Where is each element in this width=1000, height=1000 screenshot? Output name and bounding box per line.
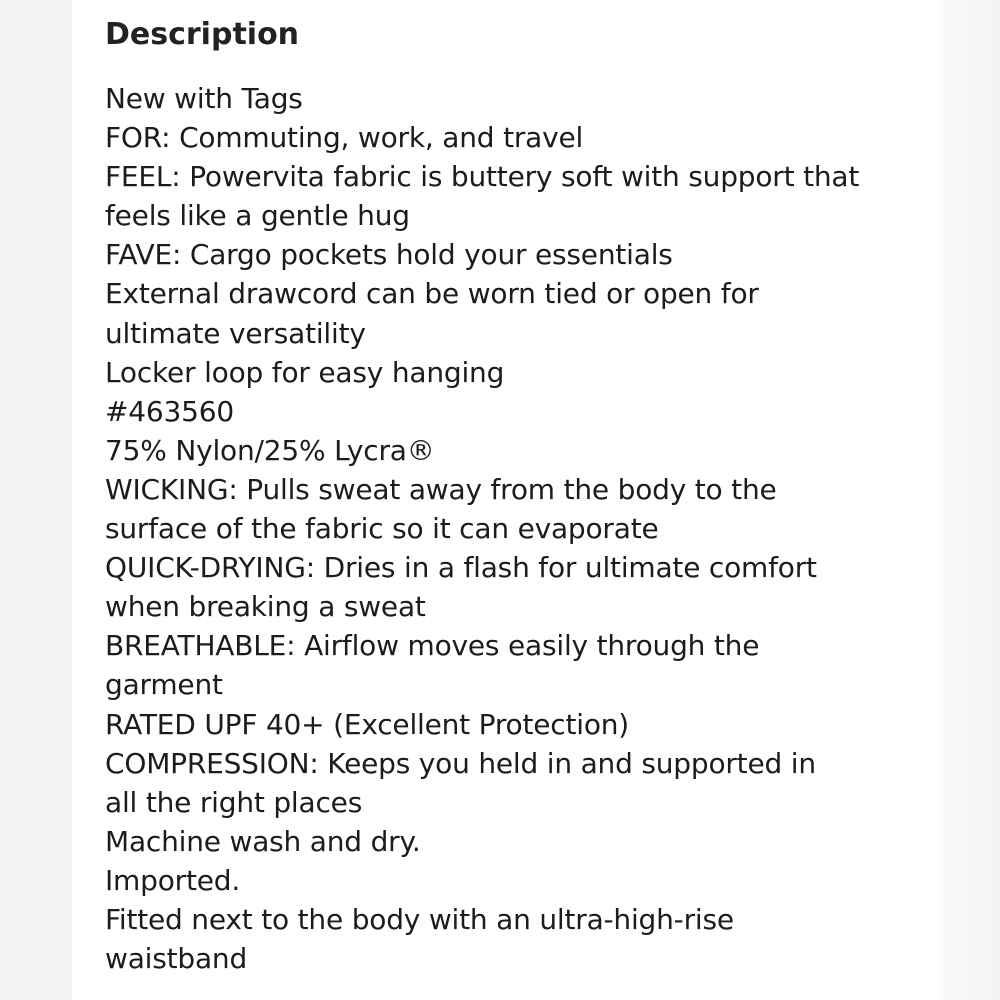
- description-lines: [105, 79, 859, 978]
- description-line: External drawcord can be worn tied or open for: [105, 277, 759, 311]
- description-line: 75% Nylon/25% Lycra®: [105, 433, 435, 467]
- description-line: Machine wash and dry.: [105, 824, 421, 858]
- description-line: New with Tags: [105, 82, 303, 115]
- left-margin: [0, 0, 72, 1000]
- description-line: Fitted next to the body with an ultra-high-rise: [105, 902, 734, 936]
- description-line: BREATHABLE: Airflow moves easily through the: [105, 629, 760, 663]
- description-line: COMPRESSION: Keeps you held in and supported in: [105, 746, 816, 780]
- description-line: feels like a gentle hug: [105, 199, 410, 233]
- description-line: RATED UPF 40+ (Excellent Protection): [105, 707, 630, 741]
- description-line: WICKING: Pulls sweat away from the body to the: [105, 472, 777, 506]
- right-margin: [940, 0, 1000, 1000]
- description-line: garment: [105, 668, 223, 702]
- description-line: FOR: Commuting, work, and travel: [105, 121, 584, 155]
- description-line: when breaking a sweat: [105, 590, 426, 624]
- description-line: all the right places: [105, 785, 363, 819]
- description-line: #463560: [105, 394, 234, 428]
- description-line: Locker loop for easy hanging: [105, 355, 505, 389]
- description-line: surface of the fabric so it can evaporate: [105, 512, 659, 546]
- description-line: FAVE: Cargo pockets hold your essentials: [105, 238, 673, 272]
- description-line: ultimate versatility: [105, 316, 366, 350]
- description-line: FEEL: Powervita fabric is buttery soft with support that: [105, 160, 860, 194]
- description-heading: Description: [105, 17, 300, 52]
- description-line: QUICK-DRYING: Dries in a flash for ultimate comfort: [105, 551, 817, 585]
- description-card: [72, 0, 940, 1000]
- description-line: waistband: [105, 942, 248, 976]
- description-line: Imported.: [105, 863, 241, 897]
